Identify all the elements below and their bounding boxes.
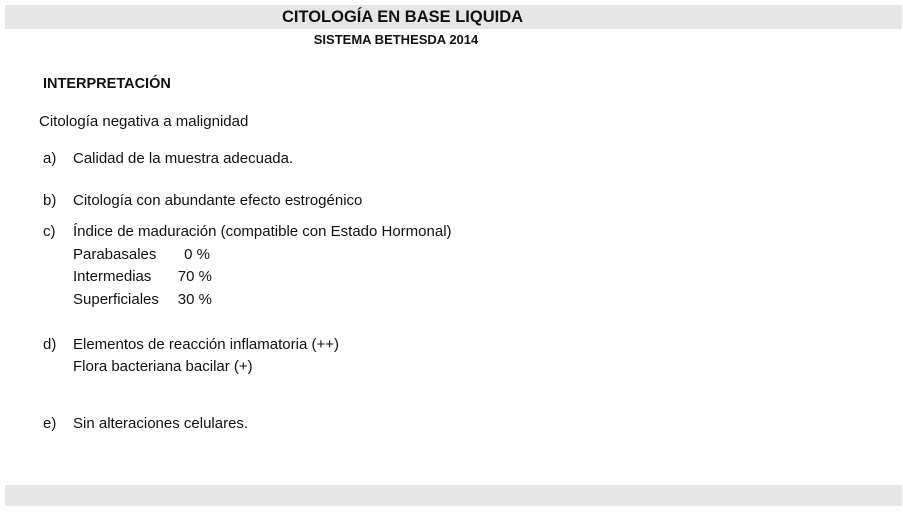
list-item-text: Sin alteraciones celulares. [73,415,249,432]
cell-type-percent: 30 % [177,291,212,308]
cell-type-percent: 0 % [184,246,210,263]
footer-band [5,485,902,506]
cell-type-label: Superficiales [73,291,159,308]
list-item-text: Calidad de la muestra adecuada. [73,150,294,167]
cell-type-label: Intermedias [73,268,152,285]
list-item-subtext: Flora bacteriana bacilar (+) [73,358,253,375]
list-item-text: Citología con abundante efecto estrogénico [73,192,363,209]
cell-type-label: Parabasales [73,246,157,263]
list-marker: c) [43,223,56,240]
conclusion-text: Citología negativa a malignidad [39,113,249,130]
list-marker: e) [43,415,57,432]
document-title: CITOLOGÍA EN BASE LIQUIDA [281,8,524,26]
list-item-text: Índice de maduración (compatible con Estado Hormonal) [73,223,452,240]
list-marker: b) [43,192,57,209]
list-marker: a) [43,150,57,167]
list-item-text: Elementos de reacción inflamatoria (++) [73,336,339,353]
cell-type-percent: 70 % [177,268,212,285]
document-subtitle: SISTEMA BETHESDA 2014 [313,32,479,47]
section-heading: INTERPRETACIÓN [43,76,171,92]
list-marker: d) [43,336,57,353]
